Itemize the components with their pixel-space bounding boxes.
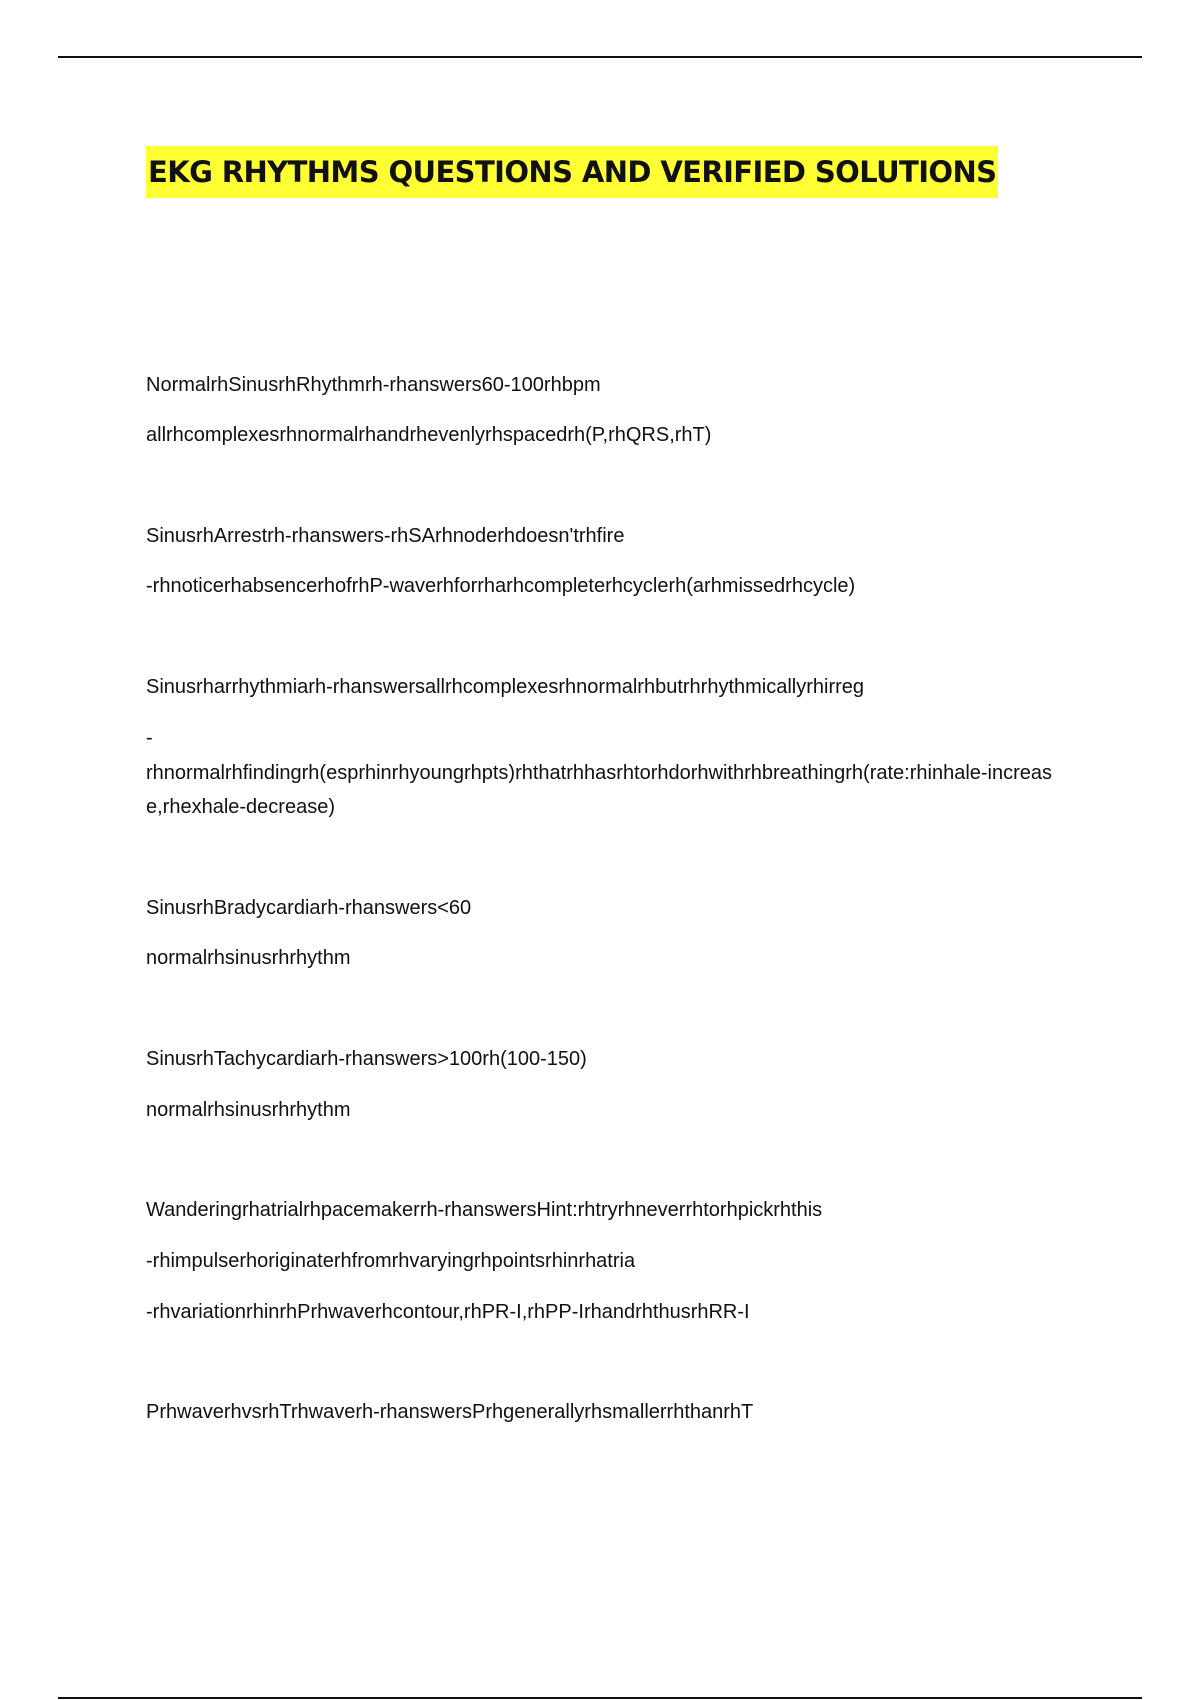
text-line: NormalrhSinusrhRhythmrh-rhanswers60-100rhbpm [146, 374, 601, 396]
text-line: -rhimpulserhoriginaterhfromrhvaryingrhpointsrhinrhatria [146, 1250, 636, 1272]
text-line: normalrhsinusrhrhythm [146, 1099, 351, 1121]
text-line: Wanderingrhatrialrhpacemakerrh-rhanswersHint:rhtryrhneverrhtorhpickrhthis [146, 1199, 823, 1221]
bottom-rule [58, 1697, 1142, 1699]
text-line: rhnormalrhfindingrh(esprhinrhyoungrhpts)rhthatrhhasrhtorhdorhwithrhbreathingrh(rate:rhinhale-increase,rhexhale-decrease) [146, 762, 1053, 818]
text-line: SinusrhTachycardiarh-rhanswers>100rh(100-150) [146, 1048, 587, 1070]
document-title: EKG RHYTHMS QUESTIONS AND VERIFIED SOLUTIONS [146, 146, 998, 198]
top-rule [58, 56, 1142, 58]
text-line: -rhvariationrhinrhPrhwaverhcontour,rhPR-I,rhPP-IrhandrhthusrhRR-I [146, 1301, 750, 1323]
text-line: allrhcomplexesrhnormalrhandrhevenlyrhspacedrh(P,rhQRS,rhT) [146, 424, 712, 446]
title-block [146, 146, 998, 198]
text-line: - [146, 727, 153, 749]
text-line: -rhnoticerhabsencerhofrhP-waverhforrharhcompleterhcyclerh(arhmissedrhcycle) [146, 575, 856, 597]
text-line: SinusrhBradycardiarh-rhanswers<60 [146, 897, 472, 919]
text-line: SinusrhArrestrh-rhanswers-rhSArhnoderhdoesn'trhfire [146, 525, 625, 547]
text-line: PrhwaverhvsrhTrhwaverh-rhanswersPrhgenerallyrhsmallerrhthanrhT [146, 1401, 754, 1423]
text-line: normalrhsinusrhrhythm [146, 947, 351, 969]
text-line: Sinusrharrhythmiarh-rhanswersallrhcomplexesrhnormalrhbutrhrhythmicallyrhirreg [146, 676, 865, 698]
